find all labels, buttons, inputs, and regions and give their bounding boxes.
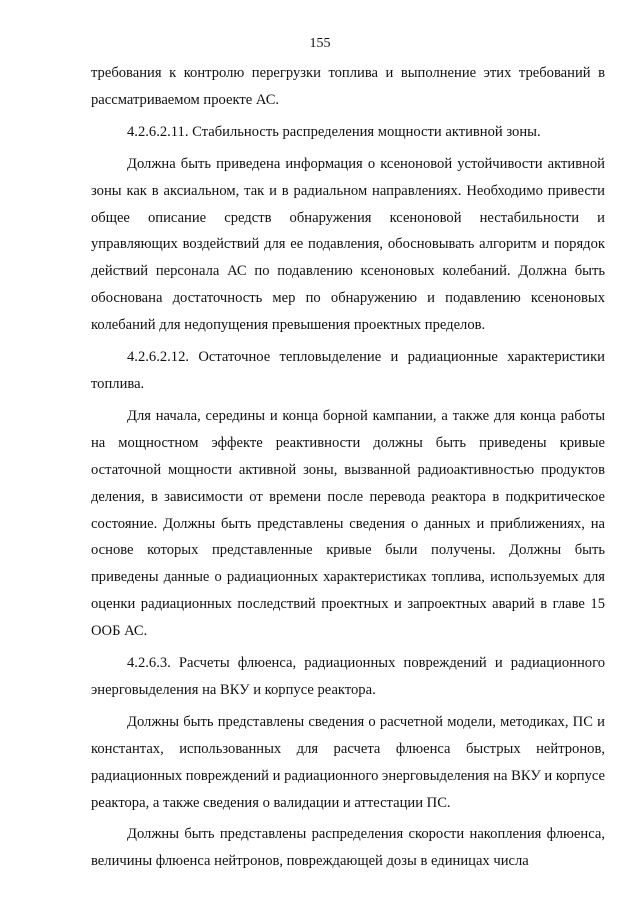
section-heading-4-2-6-2-11: 4.2.6.2.11. Стабильность распределения мощности активной зоны. [127,123,541,140]
document-body [91,60,605,880]
paragraph-distributions: Должны быть представлены распределения скорости накопления флюенса, величины флюенса нейтронов, повреждающей дозы в единицах числа [91,826,605,870]
paragraph-residual-heat: Для начала, середины и конца борной кампании, а также для конца работы на мощностном эффекте реактивности должны быть приведены кривые остаточной мощности активной зоны, вызванной радиоактивностью продуктов деления, в зависимости от времени после перевода реактора в подкритическое состояние. Должны быть представлены сведения о данных и приближениях, на основе которых представленные кривые были получены. Должны быть приведены данные о радиационных характеристиках топлива, используемых для оценки радиационных последствий проектных и запроектных аварий в главе 15 ООБ АС. [91,407,605,640]
paragraph-xenon-stability: Должна быть приведена информация о ксеноновой устойчивости активной зоны как в аксиальном, так и в радиальном направлениях. Необходимо привести общее описание средств обнаружения ксеноновой нестабильности и управляющих воздействий для ее подавления, обосновывать алгоритм и порядок действий персонала АС по подавлению ксеноновых колебаний. Должна быть обоснована достаточность мер по обнаружению и подавлению ксеноновых колебаний для недопущения превышения проектных пределов. [91,155,605,334]
section-heading-4-2-6-3: 4.2.6.3. Расчеты флюенса, радиационных повреждений и радиационного энерговыделения на ВКУ и корпусе реактора. [91,655,605,698]
paragraph-continuation: требования к контролю перегрузки топлива и выполнение этих требований в рассматриваемом проекте АС. [91,65,605,108]
page-number: 155 [309,36,331,51]
section-heading-4-2-6-2-12: 4.2.6.2.12. Остаточное тепловыделение и радиационные характеристики топлива. [91,349,605,392]
paragraph-model-info: Должны быть представлены сведения о расчетной модели, методиках, ПС и константах, использованных для расчета флюенса быстрых нейтронов, радиационных повреждений и радиационного энерговыделения на ВКУ и корпусе реактора, а также сведения о валидации и аттестации ПС. [91,713,605,811]
